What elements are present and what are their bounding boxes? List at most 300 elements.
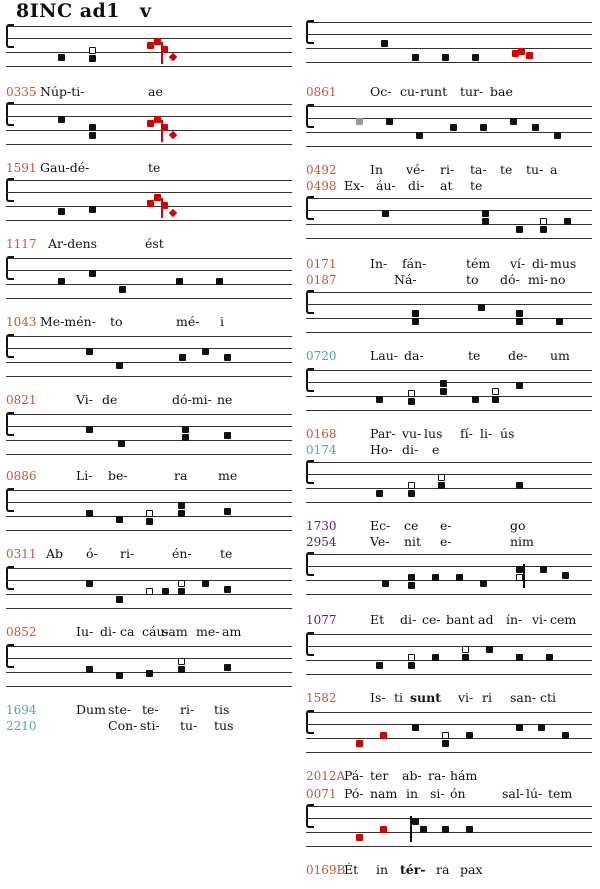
neume [516, 724, 523, 731]
staff-line [6, 258, 292, 259]
lyric-syllable: at [440, 178, 453, 193]
staff [306, 290, 592, 330]
staff-line [6, 608, 292, 609]
lyric-syllable: nim [510, 534, 534, 549]
neume [442, 54, 449, 61]
staff-line [6, 130, 292, 131]
lyric-syllable: di- [400, 612, 417, 627]
neume [146, 670, 153, 677]
staff-line [306, 502, 592, 503]
lyric-syllable: vu- [402, 426, 422, 441]
neume [154, 116, 161, 123]
neume [202, 348, 209, 355]
lyric-syllable: ús [500, 426, 515, 441]
neume [178, 658, 185, 665]
lyric-syllable: di- [532, 256, 549, 271]
lyric-syllable: ra- [428, 768, 446, 783]
c-clef-icon [306, 460, 314, 484]
lyric-syllable: Ná- [394, 272, 417, 287]
neume [116, 362, 123, 369]
staff-line [306, 224, 592, 225]
neume [432, 574, 439, 581]
lyric-syllable: ad [478, 612, 494, 627]
lyric-syllable: mus [550, 256, 577, 271]
staff-line [6, 376, 292, 377]
neume [89, 270, 96, 277]
neume [118, 440, 125, 447]
neume [462, 654, 469, 661]
neume [58, 278, 65, 285]
lyric-row [0, 624, 292, 640]
staff-line [306, 806, 592, 807]
neume [381, 40, 388, 47]
lyric-syllable: hám [450, 768, 478, 783]
neume [523, 564, 525, 588]
neume [116, 516, 123, 523]
neume-red [147, 42, 154, 49]
staff-line [306, 724, 592, 725]
staff-line [6, 336, 292, 337]
staff-line [306, 292, 592, 293]
staff-line [6, 502, 292, 503]
lyric-syllable: de [102, 392, 118, 407]
lyric-syllable: dó- [500, 272, 520, 287]
neume [376, 662, 383, 669]
neume [408, 482, 415, 489]
lyric-syllable: Ho- [370, 442, 393, 457]
lyric-syllable: in [376, 862, 389, 877]
neume [376, 490, 383, 497]
lyric-syllable: sunt [410, 690, 441, 705]
staff [6, 256, 292, 296]
lyric-syllable: ín- [506, 612, 523, 627]
lyric-syllable: nam [370, 786, 398, 801]
lyric-syllable: te [468, 348, 481, 363]
lyric-syllable: tu- [180, 718, 198, 733]
lyric-syllable: in [406, 786, 419, 801]
neume [408, 490, 415, 497]
staff-line [6, 192, 292, 193]
lyric-syllable: sti- [140, 718, 160, 733]
c-clef-icon [306, 632, 314, 656]
lyric-syllable: Is- [370, 690, 386, 705]
neume [169, 209, 177, 217]
neume [408, 398, 415, 405]
chant-number: 0171 [306, 257, 337, 271]
neume [438, 474, 445, 481]
lyric-syllable: áu- [376, 178, 396, 193]
lyric-syllable: lus [424, 426, 443, 441]
lyric-syllable: Iu- [76, 624, 94, 639]
lyric-syllable: e- [440, 534, 452, 549]
c-clef-icon [6, 256, 14, 280]
staff [6, 412, 292, 452]
lyric-syllable: Ex- [344, 178, 365, 193]
neume [516, 382, 523, 389]
neume [450, 124, 457, 131]
staff-line [6, 362, 292, 363]
staff-line [6, 580, 292, 581]
staff [306, 632, 592, 672]
chant-number: 2012A [306, 769, 346, 783]
staff-line [6, 348, 292, 349]
c-clef-icon [306, 368, 314, 392]
neume [179, 354, 186, 361]
neume [86, 666, 93, 673]
neume [442, 732, 449, 739]
neume [412, 818, 419, 825]
neume [546, 654, 553, 661]
staff [6, 178, 292, 218]
neume [58, 116, 65, 123]
neume [440, 388, 447, 395]
neume [412, 318, 419, 325]
lyric-syllable: bae [490, 84, 513, 99]
lyric-syllable: Gau-dé- [40, 160, 90, 175]
lyric-syllable: sam [162, 624, 188, 639]
lyric-syllable: Vi- [76, 392, 94, 407]
chant-number: 1077 [306, 613, 337, 627]
lyric-syllable: e- [440, 518, 452, 533]
lyric-syllable: tus [214, 718, 234, 733]
staff-line [306, 554, 592, 555]
neume [540, 218, 547, 225]
lyric-row [300, 348, 592, 364]
staff-line [306, 370, 592, 371]
lyric-syllable: nit [404, 534, 422, 549]
neume [556, 318, 563, 325]
lyric-syllable: cti [540, 690, 557, 705]
neume [480, 580, 487, 587]
chant-number: 0187 [306, 273, 337, 287]
c-clef-icon [306, 552, 314, 576]
staff [6, 566, 292, 606]
staff-line [306, 22, 592, 23]
neume [456, 574, 463, 581]
lyric-syllable: Ec- [370, 518, 391, 533]
neume [482, 218, 489, 225]
neume [356, 834, 363, 841]
staff-line [306, 738, 592, 739]
chant-number: 0071 [306, 787, 337, 801]
lyric-syllable: bant [446, 612, 475, 627]
c-clef-icon [6, 334, 14, 358]
staff-line [306, 304, 592, 305]
staff-line [6, 180, 292, 181]
neume [178, 588, 185, 595]
neume [154, 194, 161, 201]
lyric-syllable: e [432, 442, 440, 457]
lyric-syllable: ra [174, 468, 188, 483]
neume [562, 732, 569, 739]
staff [6, 102, 292, 142]
neume [442, 740, 449, 747]
lyric-syllable: to [466, 272, 479, 287]
staff-line [306, 332, 592, 333]
staff-line [6, 646, 292, 647]
c-clef-icon [6, 488, 14, 512]
lyric-row [300, 84, 592, 100]
lyric-syllable: te [500, 162, 513, 177]
neume [147, 120, 154, 127]
staff [306, 104, 592, 144]
lyric-row [300, 786, 592, 802]
lyric-syllable: te [470, 178, 483, 193]
staff-line [306, 474, 592, 475]
lyric-syllable: ab- [402, 768, 422, 783]
staff [306, 460, 592, 500]
chant-number: 0168 [306, 427, 337, 441]
chant-number: 0492 [306, 163, 337, 177]
neume [58, 54, 65, 61]
neume [540, 566, 547, 573]
neume [412, 310, 419, 317]
lyric-syllable: ta- [470, 162, 487, 177]
staff [306, 804, 592, 844]
lyric-syllable: ri [482, 690, 492, 705]
staff-line [306, 48, 592, 49]
neume [440, 380, 447, 387]
lyric-row [0, 392, 292, 408]
chant-number: 0335 [6, 85, 37, 99]
neume [386, 118, 393, 125]
neume [89, 206, 96, 213]
staff [306, 196, 592, 236]
neume [420, 826, 427, 833]
c-clef-icon [6, 566, 14, 590]
neume [146, 588, 153, 595]
lyric-syllable: tém [466, 256, 491, 271]
staff-line [6, 284, 292, 285]
neume [224, 508, 231, 515]
neume-red [169, 53, 177, 61]
neume [518, 48, 525, 55]
neume [442, 826, 449, 833]
lyric-syllable: san- [510, 690, 537, 705]
neume [562, 572, 569, 579]
lyric-syllable: ó- [86, 546, 98, 561]
lyric-syllable: ter [370, 768, 389, 783]
neume [176, 278, 183, 285]
right-column [300, 0, 592, 889]
lyric-syllable: to [110, 314, 123, 329]
neume [116, 672, 123, 679]
neume [224, 586, 231, 593]
lyric-row [300, 768, 592, 784]
chant-number: 0498 [306, 179, 337, 193]
lyric-syllable: ae [148, 84, 163, 99]
c-clef-icon [306, 710, 314, 734]
staff [306, 710, 592, 750]
neume [169, 131, 177, 139]
neume [224, 354, 231, 361]
neume [58, 208, 65, 215]
lyric-syllable: di- [100, 624, 117, 639]
c-clef-icon [6, 24, 14, 48]
lyric-syllable: me- [196, 624, 220, 639]
c-clef-icon [6, 412, 14, 436]
lyric-syllable: a [550, 162, 558, 177]
lyric-syllable: ce [404, 518, 419, 533]
lyric-syllable: fí- [460, 426, 473, 441]
neume [408, 390, 415, 397]
staff [306, 368, 592, 408]
neume [178, 666, 185, 673]
chant-number: 1694 [6, 703, 37, 717]
c-clef-icon [306, 804, 314, 828]
lyric-syllable: mi- [528, 272, 549, 287]
lyric-row [0, 702, 292, 718]
staff-line [306, 846, 592, 847]
chant-number: 2954 [306, 535, 337, 549]
neume [516, 654, 523, 661]
lyric-syllable: Li- [76, 468, 93, 483]
lyric-syllable: dó-mi- [172, 392, 212, 407]
staff-line [6, 220, 292, 221]
lyric-syllable: Ét [344, 862, 359, 877]
staff-line [6, 116, 292, 117]
neume [380, 732, 387, 739]
staff [6, 334, 292, 374]
neume [526, 52, 533, 59]
staff-line [6, 414, 292, 415]
lyric-row [0, 314, 292, 330]
neume [412, 724, 419, 731]
staff-line [6, 426, 292, 427]
neume [516, 574, 523, 581]
lyric-row [300, 442, 592, 458]
lyric-syllable: li- [480, 426, 493, 441]
chant-number: 0169B [306, 863, 346, 877]
staff [6, 24, 292, 64]
lyric-syllable: ce- [422, 612, 441, 627]
neume [161, 124, 168, 131]
neume [116, 596, 123, 603]
neume [478, 304, 485, 311]
lyric-syllable: vi- [458, 690, 474, 705]
lyric-syllable: ri- [440, 162, 455, 177]
staff [6, 644, 292, 684]
neume [408, 662, 415, 669]
chant-number: 0174 [306, 443, 337, 457]
lyric-syllable: ví- [510, 256, 526, 271]
staff-line [306, 462, 592, 463]
staff-line [6, 38, 292, 39]
neume [516, 566, 523, 573]
lyric-syllable: be- [108, 468, 128, 483]
neume-red [161, 46, 168, 53]
neume [538, 724, 545, 731]
staff-line [306, 566, 592, 567]
staff-line [306, 198, 592, 199]
neume [412, 54, 419, 61]
staff-line [6, 26, 292, 27]
lyric-syllable: ca [120, 624, 135, 639]
neume [376, 396, 383, 403]
neume [89, 47, 96, 54]
lyric-syllable: In [370, 162, 383, 177]
neume [510, 118, 517, 125]
lyric-row [300, 178, 592, 194]
neume [382, 580, 389, 587]
neume [564, 218, 571, 225]
staff-line [6, 66, 292, 67]
neume [86, 580, 93, 587]
lyric-syllable: si- [430, 786, 445, 801]
neume [89, 132, 96, 139]
c-clef-icon [6, 178, 14, 202]
lyric-syllable: Con- [108, 718, 138, 733]
lyric-syllable: Et [370, 612, 385, 627]
neume [516, 482, 523, 489]
c-clef-icon [306, 290, 314, 314]
neume [224, 432, 231, 439]
staff-line [6, 568, 292, 569]
lyric-syllable: én- [172, 546, 192, 561]
chant-number: 2210 [6, 719, 37, 733]
staff-line [6, 658, 292, 659]
neume [182, 434, 189, 441]
lyric-syllable: me [218, 468, 238, 483]
lyric-syllable: tur- [460, 84, 484, 99]
c-clef-icon [6, 102, 14, 126]
chant-number: 1117 [6, 237, 37, 251]
neume [466, 826, 473, 833]
lyric-syllable: ste- [108, 702, 132, 717]
c-clef-icon [306, 196, 314, 220]
neume [216, 278, 223, 285]
lyric-syllable: go [510, 518, 526, 533]
chant-number: 1043 [6, 315, 37, 329]
staff-line [6, 104, 292, 105]
lyric-syllable: Núp-ti- [40, 84, 85, 99]
staff-line [306, 818, 592, 819]
lyric-syllable: ti [394, 690, 404, 705]
lyric-syllable: am [222, 624, 242, 639]
staff-line [306, 62, 592, 63]
lyric-row [300, 162, 592, 178]
neume [416, 132, 423, 139]
neume [146, 518, 153, 525]
neume [380, 826, 387, 833]
title-mark: v [140, 0, 152, 22]
staff-line [306, 674, 592, 675]
lyric-syllable: tu- [526, 162, 544, 177]
lyric-row [300, 862, 592, 878]
staff-line [6, 270, 292, 271]
neume [178, 502, 185, 509]
staff [6, 488, 292, 528]
lyric-syllable: tis [214, 702, 230, 717]
c-clef-icon [6, 644, 14, 668]
chant-number: 1582 [306, 691, 337, 705]
staff-line [306, 318, 592, 319]
neume [86, 426, 93, 433]
staff-line [306, 210, 592, 211]
neume [486, 646, 493, 653]
neume [356, 740, 363, 747]
lyric-syllable: pax [460, 862, 483, 877]
c-clef-icon [306, 104, 314, 128]
lyric-syllable: fán- [402, 256, 427, 271]
chant-number: 1730 [306, 519, 337, 533]
lyric-syllable: tér- [400, 862, 426, 877]
neume [178, 510, 185, 517]
neume [408, 654, 415, 661]
lyric-syllable: In- [370, 256, 388, 271]
neume [432, 654, 439, 661]
neume [146, 510, 153, 517]
